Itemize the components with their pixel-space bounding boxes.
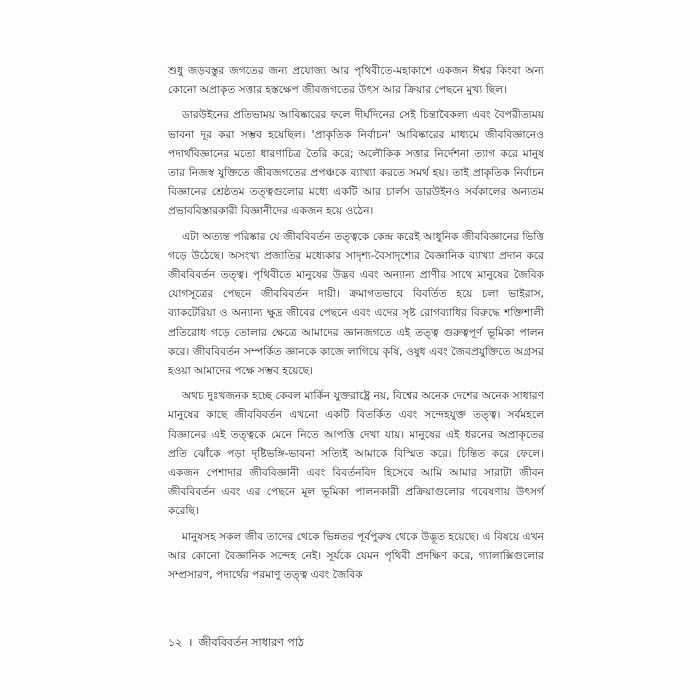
paragraph: মানুষসহ সকল জীব তাদের থেকে ভিন্নতর পূর্বপুরুষ থেকে উদ্ভূত হয়েছে। এ বিষয়ে এখন আর কোনো বৈজ্ঞানিক সন্দেহ নেই। সূর্যকে যেমন পৃথিবী প্রদক্ষিণ করে, গ্যালাক্সিগুলোর সম্প্রসারণ, পদার্থের পরমাণু তত্ত্ব এবং জৈবিক [168, 530, 544, 582]
body-text [168, 62, 544, 591]
paragraph: ডারউইনের প্রতিভাময় আবিষ্কারের ফলে দীর্ঘদিনের সেই চিন্তাবৈকল্য এবং বৈপরীত্যময় ভাবনা দূর করা সম্ভব হয়েছিল। 'প্রাকৃতিক নির্বাচন' আবিষ্কারের মাধ্যমে জীববিজ্ঞানেও পদার্থবিজ্ঞানের মতো ধারণাচিত্র তৈরি করে; অলৌকিক সত্তার নির্দেশনা ত্যাগ করে মানুষ তার নিজস্ব যুক্তিতে জীবজগতের প্রপঞ্চকে ব্যাখ্যা করতে সমর্থ হয়। তাই প্রাকৃতিক নির্বাচন বিজ্ঞানের শ্রেষ্ঠতম তত্ত্বগুলোর মধ্যে একটি আর চার্লস ডারউইনও সর্বকালের অন্যতম প্রভাববিস্তারকারী বিজ্ঞানীদের একজন হয়ে ওঠেন। [168, 109, 544, 218]
paragraph: অথচ দুঃখজনক হচ্ছে কেবল মার্কিন যুক্তরাষ্ট্রে নয়, বিশ্বের অনেক দেশের অনেক সাধারণ মানুষের কাছে জীববিবর্তন এখনো একটি বিতর্কিত এবং সন্দেহযুক্ত তত্ত্ব। সর্বমহলে বিজ্ঞানের এই তত্ত্বকে মেনে নিতে আপত্তি দেখা যায়। মানুষের এই ধরনের অপ্রাকৃতের প্রতি ঝোঁকে পড়া দৃষ্টিভঙ্গি-ভাবনা সত্যিই আমাকে বিস্মিত করে। চিন্তিত করে ফেলে। একজন পেশাদার জীববিজ্ঞানী এবং বিবর্তনবিদ হিসেবে আমি আমার সারাটা জীবন জীববিবর্তন এবং এর পেছনে মূল ভূমিকা পালনকারী প্রক্রিয়াগুলোর গবেষণায় উৎসর্গ করেছি। [168, 390, 544, 518]
page-footer [168, 634, 304, 653]
paragraph: এটা অত্যন্ত পরিষ্কার যে জীববিবর্তন তত্ত্বকে কেন্দ্র করেই আধুনিক জীববিজ্ঞানের ভিত্তি গড়ে উঠেছে। অসংখ্য প্রজাতির মধ্যেকার সাদৃশ্য-বৈসাদৃশ্যের বৈজ্ঞানিক ব্যাখ্যা প্রদান করে জীববিবর্তন তত্ত্ব। পৃথিবীতে মানুষের উদ্ভব এবং অন্যান্য প্রাণীর সাথে মানুষের জৈবিক যোগসূত্রের পেছনে জীববিবর্তন দায়ী। ক্রমাগতভাবে বিবর্তিত হয়ে চলা ভাইরাস, ব্যাকটেরিয়া ও অন্যান্য ক্ষুদ্র জীবের পেছনে এবং এদের সৃষ্ট রোগব্যাধির বিরুদ্ধে শক্তিশালী প্রতিরোধ গড়ে তোলার ক্ষেত্রে আমাদের জ্ঞানজগতে এই তত্ত্ব গুরুত্বপূর্ণ ভূমিকা পালন করে। জীববিবর্তন সম্পর্কিত জ্ঞানকে কাজে লাগিয়ে কৃষি, ওষুধ এবং জৈবপ্রযুক্তিতে অগ্রসর হওয়া আমাদের পক্ষে সম্ভব হয়েছে। [168, 230, 544, 378]
running-title: জীববিবর্তন সাধারণ পাঠ [198, 636, 304, 649]
paragraph: শুধু জড়বস্তুর জগতের জন্য প্রযোজ্য আর পৃথিবীতে-মহাকাশে একজন ঈশ্বর কিংবা অন্য কোনো অপ্রাকৃত সত্তার হস্তক্ষেপ জীবজগতের উৎস আর ক্রিয়ার পেছনে মুখ্য ছিল। [168, 65, 544, 97]
footer-separator: । [188, 636, 193, 649]
page-number: ১২ [168, 636, 183, 649]
